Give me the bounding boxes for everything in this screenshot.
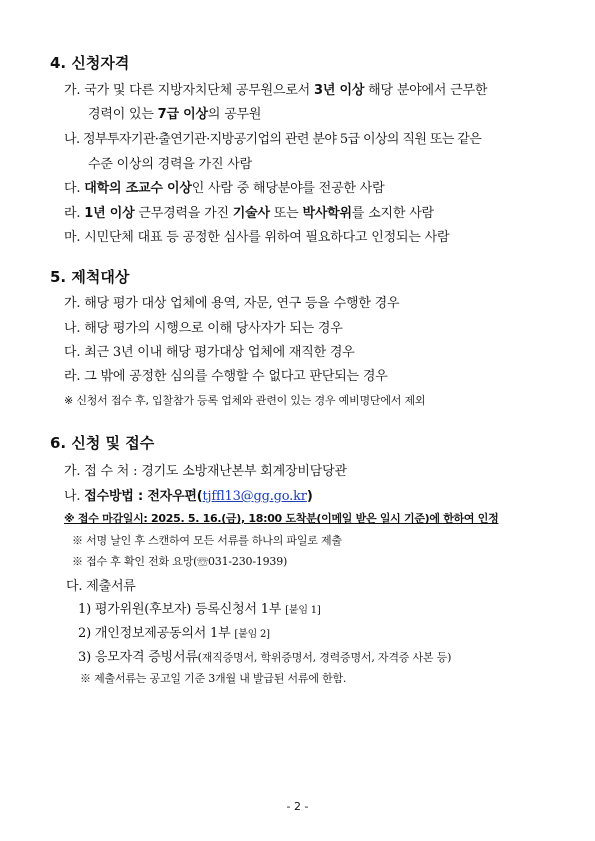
s4-item-da: 다. 대학의 조교수 이상인 사람 중 해당분야를 전공한 사람: [64, 181, 385, 196]
s6-item-ga: 가. 접 수 처 : 경기도 소방재난본부 회계장비담당관: [64, 464, 347, 479]
s5-item-na: 나. 해당 평가의 시행으로 이해 당사자가 되는 경우: [64, 321, 343, 336]
s6-item-na: 나. 접수방법 : 전자우편(tjffl13@gg.go.kr): [64, 489, 313, 504]
s6-deadline: ※ 접수 마감일시: 2025. 5. 16.(금), 18:00 도착분(이메일 받은 일시 기준)에 한하여 인정: [64, 512, 499, 525]
section-6-title: 6. 신청 및 접수: [50, 434, 155, 452]
s5-note: ※ 신청서 접수 후, 입찰참가 등록 업체와 관련이 있는 경우 예비명단에서 제외: [64, 394, 426, 407]
email-link[interactable]: tjffl13@gg.go.kr: [202, 489, 307, 504]
s4-item-na-line1: 나. 정부투자기관·출연기관·지방공기업의 관련 분야 5급 이상의 직원 또는 같은: [64, 132, 482, 147]
section-4-title: 4. 신청자격: [50, 54, 130, 72]
s5-item-ga: 가. 해당 평가 대상 업체에 용역, 자문, 연구 등을 수행한 경우: [64, 296, 400, 311]
s5-item-da: 다. 최근 3년 이내 해당 평가대상 업체에 재직한 경우: [64, 345, 355, 360]
s6-item-da: 다. 제출서류: [66, 579, 136, 594]
s6-doc3: 3) 응모자격 증빙서류(재직증명서, 학위증명서, 경력증명서, 자격증 사본 등): [78, 650, 452, 665]
s4-item-ga-line2: 경력이 있는 7급 이상의 공무원: [88, 107, 262, 122]
s4-item-ra: 라. 1년 이상 근무경력을 가진 기술사 또는 박사학위를 소지한 사람: [64, 206, 434, 221]
s6-doc1: 1) 평가위원(후보자) 등록신청서 1부 [붙임 1]: [78, 602, 321, 617]
page-number: - 2 -: [286, 800, 309, 813]
s4-item-ga-line1: 가. 국가 및 다른 지방자치단체 공무원으로서 3년 이상 해당 분야에서 근무한: [64, 83, 488, 98]
s6-note3: ※ 제출서류는 공고일 기준 3개월 내 발급된 서류에 한함.: [80, 672, 347, 685]
s6-doc2: 2) 개인정보제공동의서 1부 [붙임 2]: [78, 626, 270, 641]
s4-item-ma: 마. 시민단체 대표 등 공정한 심사를 위하여 필요하다고 인정되는 사람: [64, 230, 450, 245]
section-5-title: 5. 제척대상: [50, 268, 130, 286]
s5-item-ra: 라. 그 밖에 공정한 심의를 수행할 수 없다고 판단되는 경우: [64, 369, 388, 384]
s6-note2: ※ 접수 후 확인 전화 요망(☏031-230-1939): [72, 555, 288, 568]
s6-note1: ※ 서명 날인 후 스캔하여 모든 서류를 하나의 파일로 제출: [72, 534, 342, 547]
s4-item-na-line2: 수준 이상의 경력을 가진 사람: [88, 157, 253, 172]
